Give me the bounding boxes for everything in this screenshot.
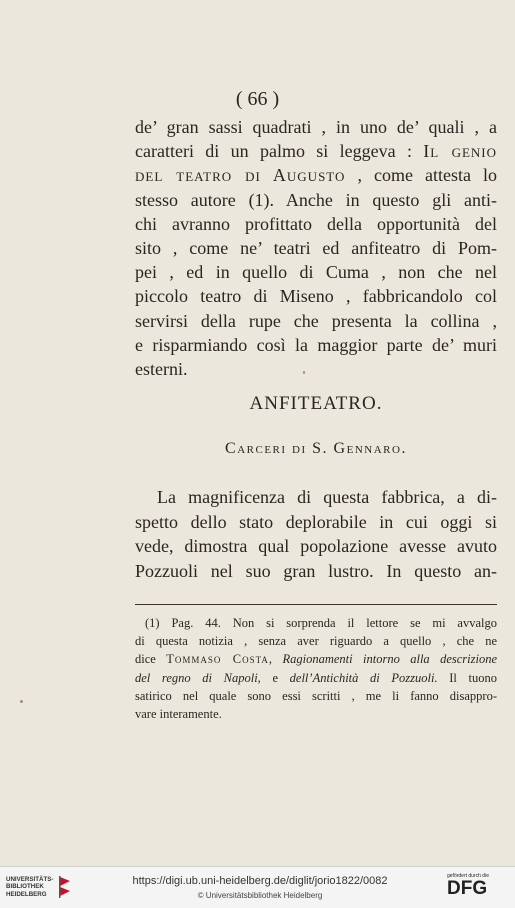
paragraph-2	[135, 485, 497, 583]
text-line: vede, dimostra qual popolazione avesse avuto	[135, 536, 497, 556]
viewer-footer	[0, 866, 515, 908]
author-name: Tommaso Costa	[166, 652, 269, 667]
library-logo[interactable]	[6, 876, 66, 898]
footnote-line: dice Tommaso Costa, Ragionamenti intorno alla descrizione	[135, 652, 498, 667]
text-line: chi avranno profittato della opportunità del	[135, 213, 497, 234]
copyright-text: © Universitätsbibliothek Heidelberg	[197, 891, 323, 900]
footnote-line	[135, 669, 497, 687]
text-line: spetto dello stato deplorabile in cui oggi si	[135, 511, 497, 532]
text-line: de’ gran sassi quadrati , in uno de’ quali , a	[135, 117, 497, 137]
book-title: dell’Antichità di Pozzuoli.	[289, 670, 438, 685]
page-url-link[interactable]: https://digi.ub.uni-heidelberg.de/diglit/jorio1822/0082	[132, 875, 388, 887]
text-line: Pozzuoli nel suo gran lustro. In questo an-	[135, 560, 497, 581]
text-fragment: , come attesta lo	[357, 165, 497, 186]
text-line: e risparmiando così la maggior parte de’ muri	[135, 334, 497, 355]
dfg-wordmark: DFG	[447, 878, 488, 899]
funded-by-text: gefördert durch die	[447, 873, 489, 879]
paper-speck	[20, 700, 23, 703]
dfg-logo[interactable]	[447, 873, 507, 899]
text-fragment: Il tuono	[449, 670, 498, 685]
inscription-text: del teatro di	[135, 165, 261, 186]
inscription-text: Augusto	[272, 165, 346, 186]
footnote-line: vare interamente.	[135, 707, 222, 722]
subsection-heading: Carceri di S. Gennaro.	[225, 440, 407, 457]
inscription-text: Il genio	[423, 141, 498, 162]
text-line	[135, 139, 497, 163]
section-heading: ANFITEATRO.	[249, 393, 383, 414]
text-line: esterni.	[135, 359, 188, 380]
paper-speck	[303, 371, 305, 374]
footnote-line: (1) Pag. 44. Non si sorprenda il lettore se mi avvalgo	[145, 616, 497, 630]
text-line: La magnificenza di questa fabbrica, a di-	[157, 487, 497, 507]
library-name-line: BIBLIOTHEK	[6, 883, 44, 891]
book-title: del regno di Napoli	[135, 670, 258, 685]
library-name-line: UNIVERSITÄTS-	[6, 876, 54, 883]
text-line: pei , ed in quello di Cuma , non che nel	[135, 262, 497, 283]
book-title: Ragionamenti intorno alla descrizione	[282, 652, 498, 667]
text-line	[135, 163, 497, 187]
text-line: sito , come ne’ teatri ed anfiteatro di Pom-	[135, 238, 497, 259]
text-fragment: dice	[135, 652, 156, 667]
page-number: ( 66 )	[235, 88, 280, 110]
footnote	[135, 614, 497, 723]
text-line: servirsi della rupe che presenta la collina ,	[135, 310, 497, 331]
library-emblem-icon	[58, 875, 72, 899]
text-fragment: , e	[257, 670, 278, 685]
text-fragment: caratteri di un palmo si leggeva :	[135, 141, 412, 162]
footnote-rule	[135, 604, 497, 605]
text-line: piccolo teatro di Miseno , fabbricandolo col	[135, 286, 497, 307]
library-name-line: HEIDELBERG	[6, 890, 47, 898]
text-line: stesso autore (1). Anche in questo gli anti-	[135, 189, 497, 210]
footnote-line: satirico nel quale sono essi scritti , me li fanno disappro-	[135, 688, 497, 703]
paragraph-1	[135, 115, 497, 381]
footnote-line: di questa notizia , senza aver riguardo a quello , che ne	[135, 634, 497, 649]
